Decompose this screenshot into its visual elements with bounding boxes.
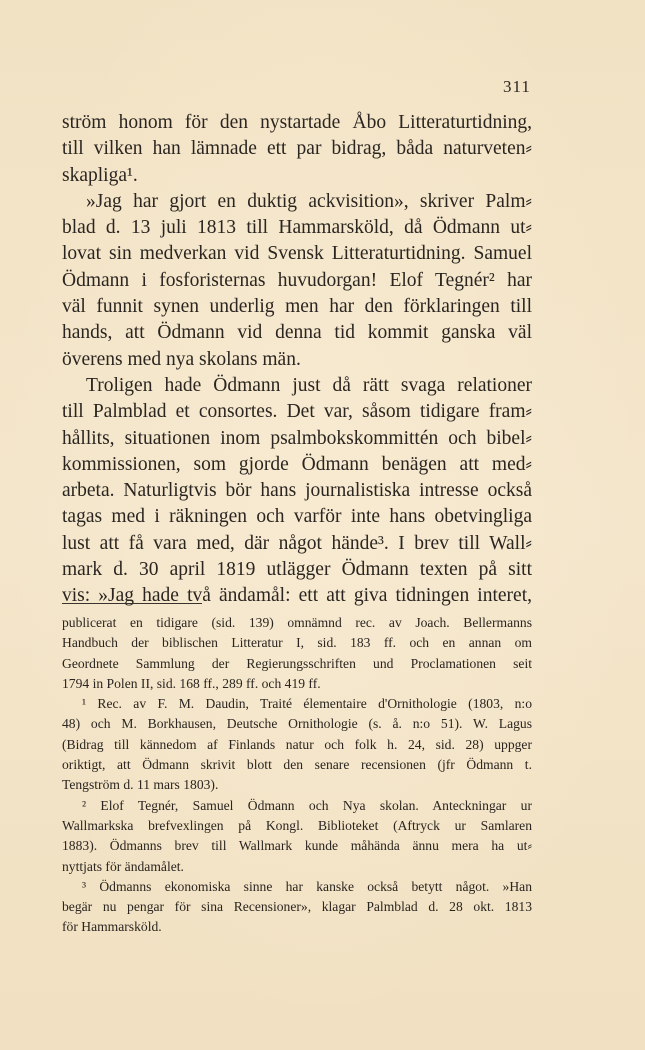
text-line: »Jag har gjort en duktig ackvisition», skriver Palm⸗ [86, 190, 532, 212]
text-line: väl funnit synen underlig men har den förklaringen till [62, 296, 532, 318]
footnote-line: för Hammarsköld. [62, 919, 162, 935]
footnote-line: Geordnete Sammlung der Regierungsschriften und Proclamationen seit [62, 655, 532, 671]
text-line: skapliga¹. [62, 164, 138, 186]
text-line: hållits, situationen inom psalmbokskommittén och bibel⸗ [62, 427, 532, 449]
footnotes [62, 613, 532, 938]
footnote-line: ² Elof Tegnér, Samuel Ödmann och Nya skolan. Anteckningar ur [82, 797, 532, 813]
text-line: till Palmblad et consortes. Det var, såsom tidigare fram⸗ [62, 401, 532, 423]
text-line: tagas med i räkningen och varför inte hans obetvingliga [62, 506, 532, 528]
page-number: 311 [503, 77, 531, 96]
text-line: lovat sin medverkan vid Svensk Litteraturtidning. Samuel [62, 243, 532, 265]
text-line: hands, att Ödmann vid denna tid kommit ganska väl [62, 322, 532, 344]
text-line: blad d. 13 juli 1813 till Hammarsköld, då Ödmann ut⸗ [62, 217, 532, 239]
text-line: ström honom för den nystartade Åbo Litteraturtidning, [62, 112, 532, 133]
footnote-line: oriktigt, att Ödmann skrivit blott den senare recensionen (jfr Ödmann t. [62, 757, 532, 773]
text-line: överens med nya skolans män. [62, 348, 301, 370]
text-line: mark d. 30 april 1819 utlägger Ödmann texten på sitt [62, 559, 532, 581]
footnote-line: nyttjats för ändamålet. [62, 858, 184, 874]
footnote-line: (Bidrag till kännedom af Finlands natur och folk h. 24, sid. 28) uppger [62, 736, 532, 752]
footnote-line: begär nu pengar för sina Recensioner», klagar Palmblad d. 28 okt. 1813 [62, 899, 532, 915]
footnote-line: Wallmarkska brefvexlingen på Kongl. Biblioteket (Aftryck ur Samlaren [62, 817, 532, 833]
main-text [62, 110, 532, 610]
text-line: arbeta. Naturligtvis bör hans journalistiska intresse också [62, 480, 532, 502]
footnote-line: 48) och M. Borkhausen, Deutsche Ornithologie (s. å. n:o 51). W. Lagus [62, 716, 532, 732]
footnote-line: Handbuch der biblischen Litteratur I, sid. 183 ff. och en annan om [62, 635, 532, 651]
text-line: till vilken han lämnade ett par bidrag, båda naturveten⸗ [62, 138, 532, 160]
footnote-line: 1794 in Polen II, sid. 168 ff., 289 ff. och 419 ff. [62, 675, 321, 691]
text-line: Ödmann i fosforisternas huvudorgan! Elof Tegnér² har [62, 269, 532, 291]
text-line: kommissionen, som gjorde Ödmann benägen att med⸗ [62, 453, 532, 475]
text-line: vis: »Jag hade två ändamål: ett att giva tidningen interet, [62, 585, 532, 607]
footnote-line: 1883). Ödmanns brev till Wallmark kunde måhända ännu mera ha ut⸗ [62, 838, 532, 854]
footnote-line: publicerat en tidigare (sid. 139) omnämnd rec. av Joach. Bellermanns [62, 615, 532, 630]
footnote-line: Tengström d. 11 mars 1803). [62, 777, 219, 793]
footnote-divider [62, 603, 202, 604]
text-line: Troligen hade Ödmann just då rätt svaga relationer [86, 374, 532, 396]
footnote-line: ³ Ödmanns ekonomiska sinne har kanske också betytt något. »Han [82, 878, 532, 894]
footnote-line: ¹ Rec. av F. M. Daudin, Traité élementaire d'Ornithologie (1803, n:o [82, 696, 532, 712]
text-line: lust att få vara med, där något hände³. I brev till Wall⸗ [62, 532, 532, 554]
